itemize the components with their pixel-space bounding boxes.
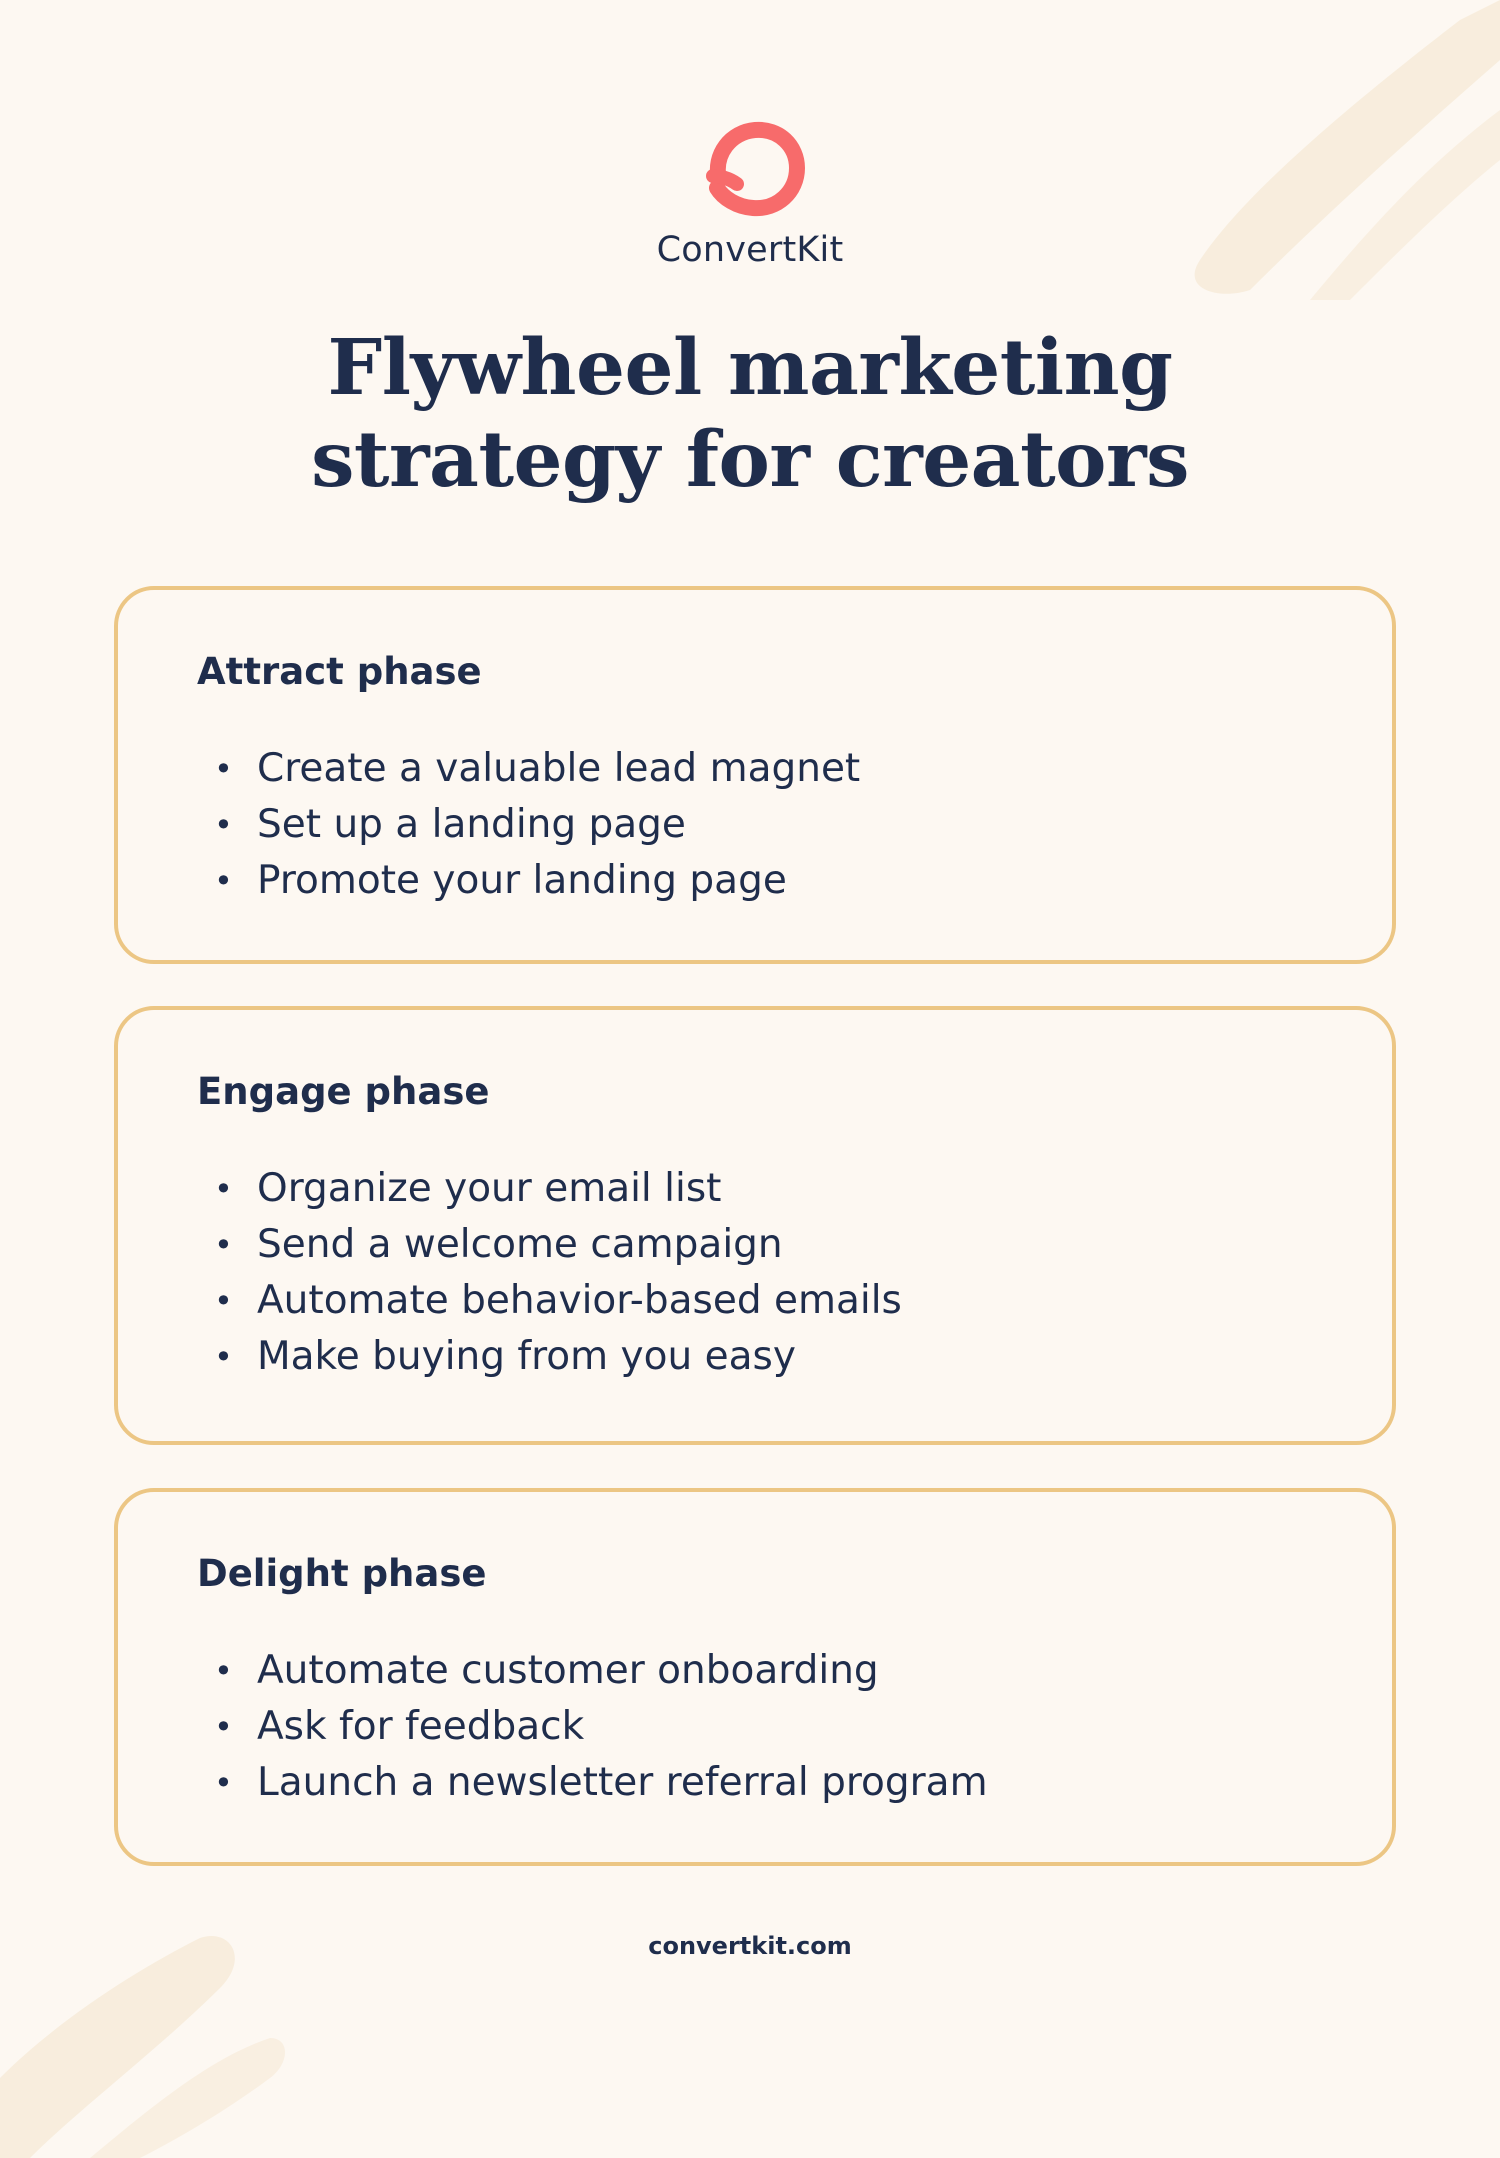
phase-card-attract	[114, 586, 1396, 964]
phase-step-list	[197, 741, 1392, 909]
list-item: • Automate customer onboarding	[197, 1643, 1392, 1699]
list-item: • Launch a newsletter referral program	[197, 1755, 1392, 1811]
page-title-line-1: Flywheel marketing	[327, 323, 1173, 413]
list-item: • Ask for feedback	[197, 1699, 1392, 1755]
list-item: • Promote your landing page	[197, 853, 1392, 909]
footer-website-url: convertkit.com	[648, 1932, 852, 1960]
list-item: • Create a valuable lead magnet	[197, 741, 1392, 797]
phase-heading: Engage phase	[197, 1070, 490, 1113]
list-item: • Set up a landing page	[197, 797, 1392, 853]
brush-stroke-decoration-bottom	[0, 1928, 300, 2158]
brand-header	[0, 118, 1500, 270]
page-title	[0, 322, 1500, 506]
phase-card-engage	[114, 1006, 1396, 1445]
list-item: • Automate behavior-based emails	[197, 1273, 1392, 1329]
list-item: • Make buying from you easy	[197, 1329, 1392, 1385]
convertkit-logo-icon	[695, 118, 805, 218]
list-item: • Organize your email list	[197, 1161, 1392, 1217]
list-item: • Send a welcome campaign	[197, 1217, 1392, 1273]
phase-heading: Attract phase	[197, 650, 482, 693]
phase-heading: Delight phase	[197, 1552, 487, 1595]
brand-name: ConvertKit	[656, 230, 844, 270]
phase-card-delight	[114, 1488, 1396, 1866]
phase-step-list	[197, 1643, 1392, 1811]
page-title-line-2: strategy for creators	[311, 415, 1189, 505]
phase-step-list	[197, 1161, 1392, 1385]
